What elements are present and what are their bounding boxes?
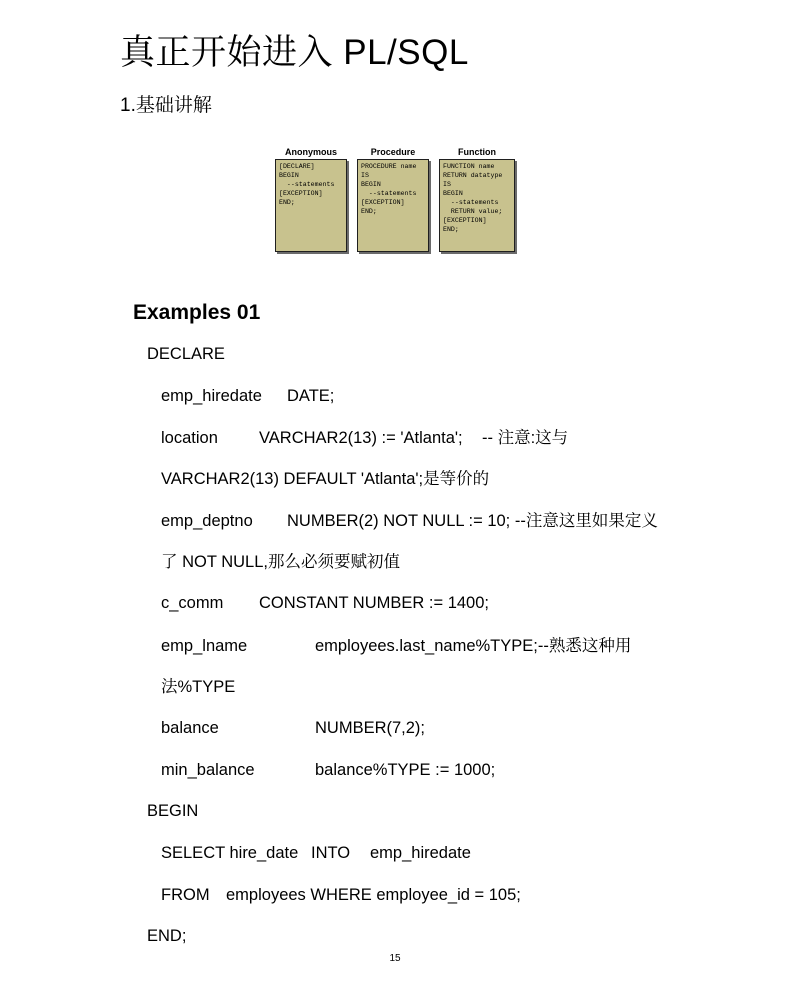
block-title: Anonymous (284, 147, 337, 157)
block-line: END; (443, 226, 459, 233)
block-line: IS (443, 181, 451, 188)
block-box (357, 159, 429, 252)
block-line: RETURN datatype (443, 172, 503, 179)
code-var-name: min_balance (161, 761, 255, 779)
code-var-name: c_comm (161, 594, 224, 612)
procedure-block (357, 145, 429, 252)
block-box (275, 159, 347, 252)
code-continuation: 法%TYPE (161, 678, 236, 696)
block-line: RETURN value; (443, 208, 503, 215)
block-line: BEGIN (279, 172, 299, 179)
code-from-rest: employees WHERE employee_id = 105; (226, 886, 521, 904)
code-var-type: CONSTANT NUMBER := 1400; (259, 594, 489, 612)
function-block (439, 145, 515, 252)
code-from: FROM (161, 886, 210, 904)
block-structure-figure (272, 145, 520, 261)
code-continuation: VARCHAR2(13) DEFAULT 'Atlanta';是等价的 (161, 470, 490, 488)
code-end: END; (147, 927, 187, 945)
block-line: IS (361, 172, 369, 179)
block-title: Function (458, 147, 496, 157)
code-var-name: emp_lname (161, 637, 248, 655)
block-line: FUNCTION name (443, 163, 495, 170)
block-box (439, 159, 515, 252)
code-select: SELECT hire_date (161, 844, 299, 862)
block-line: [EXCEPTION] (361, 199, 405, 206)
code-into-target: emp_hiredate (370, 844, 471, 862)
code-var-name: balance (161, 719, 219, 737)
block-line: [EXCEPTION] (279, 190, 323, 197)
block-line: END; (361, 208, 377, 215)
block-line: --statements (443, 199, 499, 206)
page-number: 15 (389, 953, 401, 964)
block-line: BEGIN (443, 190, 463, 197)
code-var-type: DATE; (287, 387, 335, 405)
examples-heading: Examples 01 (133, 301, 261, 324)
block-line: [DECLARE] (279, 163, 315, 170)
block-title: Procedure (370, 147, 416, 157)
section-heading: 1.基础讲解 (120, 95, 212, 116)
block-line: END; (279, 199, 295, 206)
code-begin: BEGIN (147, 802, 199, 820)
code-declare: DECLARE (147, 345, 225, 363)
code-var-type: NUMBER(7,2); (315, 719, 426, 737)
code-var-type: VARCHAR2(13) := 'Atlanta'; (259, 429, 463, 447)
code-continuation: 了 NOT NULL,那么必须要赋初值 (161, 553, 400, 571)
code-comment: -- 注意:这与 (482, 429, 569, 447)
page-title: 真正开始进入 PL/SQL (120, 33, 469, 72)
code-var-name: emp_deptno (161, 512, 253, 530)
code-into: INTO (311, 844, 351, 862)
code-var-type: balance%TYPE := 1000; (315, 761, 496, 779)
block-line: PROCEDURE name (361, 163, 417, 170)
block-line: --statements (279, 181, 335, 188)
block-line: --statements (361, 190, 417, 197)
code-var-type: employees.last_name%TYPE;--熟悉这种用 (315, 637, 632, 655)
code-var-name: location (161, 429, 218, 447)
code-var-type: NUMBER(2) NOT NULL := 10; --注意这里如果定义 (287, 512, 658, 530)
block-line: [EXCEPTION] (443, 217, 487, 224)
anonymous-block (275, 145, 347, 252)
code-var-name: emp_hiredate (161, 387, 262, 405)
block-line: BEGIN (361, 181, 381, 188)
